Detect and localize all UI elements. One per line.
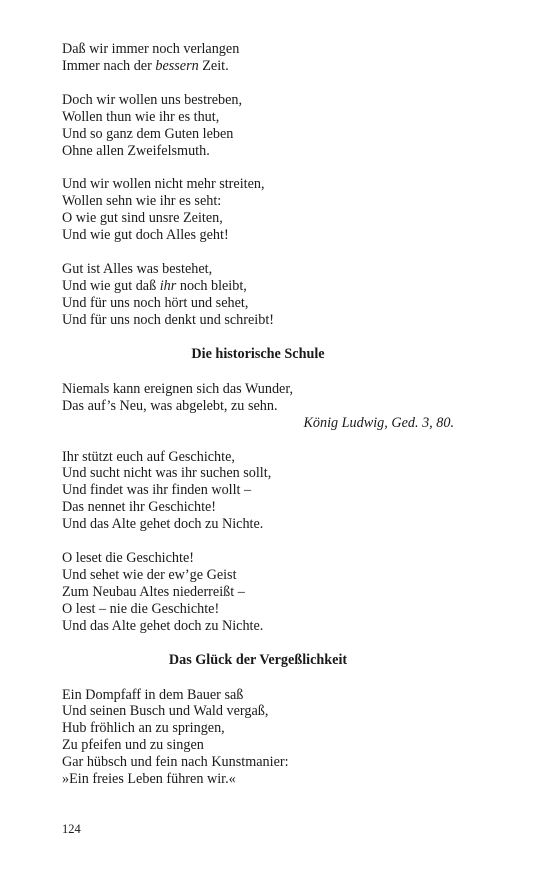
verse-line: Wollen thun wie ihr es thut, <box>62 108 220 125</box>
poem-body <box>62 449 462 635</box>
stanza <box>62 687 462 788</box>
verse-line: Und seinen Busch und Wald vergaß, <box>62 703 269 720</box>
poem-body <box>62 687 462 788</box>
stanza <box>62 550 462 635</box>
verse-line: Gut ist Alles was bestehet, <box>62 261 213 278</box>
verse-line: »Ein freies Leben führen wir.« <box>62 771 236 788</box>
stanza <box>62 176 462 244</box>
verse-line: Und findet was ihr finden wollt – <box>62 482 252 499</box>
page-content <box>62 41 462 805</box>
verse-line: Niemals kann ereignen sich das Wunder, <box>62 380 294 397</box>
verse-line: Zu pfeifen und zu singen <box>62 737 204 754</box>
verse-line: Doch wir wollen uns bestreben, <box>62 91 243 108</box>
verse-line: Zum Neubau Altes niederreißt – <box>62 583 245 600</box>
stanza <box>62 41 462 75</box>
verse-line: Und sehet wie der ew’ge Geist <box>62 566 237 583</box>
verse-line: Immer nach der bessern Zeit. <box>62 57 229 74</box>
stanza <box>62 92 462 160</box>
verse-line: Ein Dompfaff in dem Bauer saß <box>62 686 244 703</box>
poem-continuation <box>62 41 462 329</box>
verse-line: Gar hübsch und fein nach Kunstmanier: <box>62 754 289 771</box>
poem-section <box>62 652 462 788</box>
page-number: 124 <box>62 822 81 836</box>
verse-line: Daß wir immer noch verlangen <box>62 41 240 57</box>
verse-line: Und wie gut daß ihr noch bleibt, <box>62 277 247 294</box>
poem-section <box>62 346 462 635</box>
verse-line: Ihr stützt euch auf Geschichte, <box>62 448 235 465</box>
verse-line: Hub fröhlich an zu springen, <box>62 720 225 737</box>
verse-line: Und für uns noch denkt und schreibt! <box>62 311 274 328</box>
verse-line: Und wie gut doch Alles geht! <box>62 227 229 244</box>
verse-line: Das auf’s Neu, was abgelebt, zu sehn. <box>62 397 278 414</box>
verse-line: Und für uns noch hört und sehet, <box>62 294 249 311</box>
verse-line: Und so ganz dem Guten leben <box>62 125 234 142</box>
verse-line: Und das Alte gehet doch zu Nichte. <box>62 516 264 533</box>
verse-line: Und wir wollen nicht mehr streiten, <box>62 176 265 193</box>
poem-title: Das Glück der Vergeßlichkeit <box>168 651 348 668</box>
verse-line: O wie gut sind unsre Zeiten, <box>62 210 223 227</box>
verse-line: Und sucht nicht was ihr suchen sollt, <box>62 465 272 482</box>
stanza <box>62 261 462 329</box>
epigraph <box>62 381 462 432</box>
poem-title: Die historische Schule <box>191 345 325 362</box>
verse-line: O leset die Geschichte! <box>62 550 194 567</box>
verse-line: Ohne allen Zweifelsmuth. <box>62 142 210 159</box>
verse-line: O lest – nie die Geschichte! <box>62 600 220 617</box>
verse-line: Und das Alte gehet doch zu Nichte. <box>62 617 264 634</box>
epigraph-attribution: König Ludwig, Ged. 3, 80. <box>303 414 454 431</box>
stanza <box>62 449 462 534</box>
verse-line: Wollen sehn wie ihr es seht: <box>62 193 222 210</box>
verse-line: Das nennet ihr Geschichte! <box>62 499 217 516</box>
